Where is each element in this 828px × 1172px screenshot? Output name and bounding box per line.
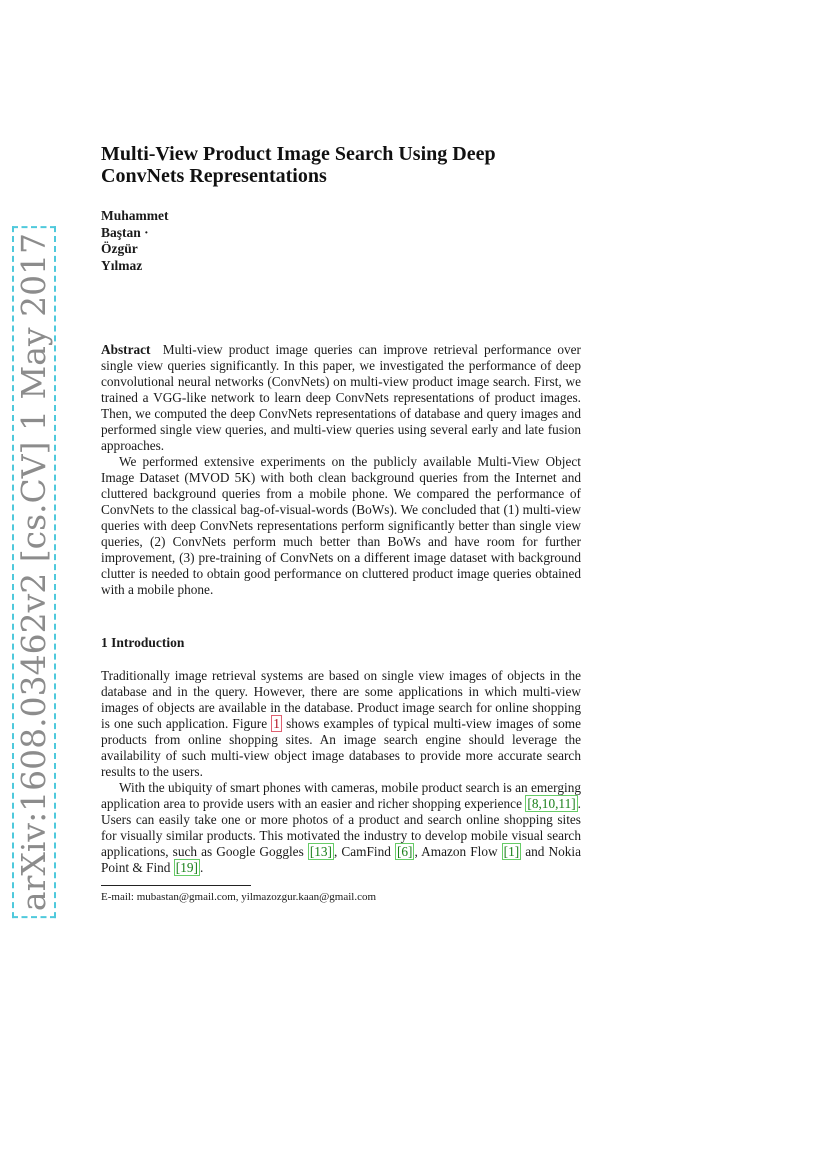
abstract-label: Abstract	[101, 342, 151, 357]
intro-paragraph-2	[101, 780, 581, 876]
author-surname: Baştan	[101, 224, 141, 240]
intro-p2-text-f: .	[199, 860, 204, 875]
citation-link[interactable]: [19]	[175, 860, 198, 875]
intro-p2-text-e: and Nokia Point & Find	[101, 844, 582, 875]
intro-p1-text-b: shows examples of typical multi-view images of some products from online shopping sites. An image search engine should leverage the availability of such multi-view object image databases to provide more accurate search results to the users.	[101, 716, 582, 779]
intro-p2-text-c: , CamFind	[333, 844, 391, 859]
citation-link[interactable]: [6]	[396, 844, 413, 859]
abstract	[101, 342, 581, 598]
author-separator: ·	[144, 224, 149, 240]
author-last-name-line	[101, 225, 169, 242]
intro-p2-text-b: . Users can easily take one or more photos of a product and search online shopping sites for visually similar products. This motivated the industry to develop mobile visual search applications, such as Google Goggles	[101, 796, 581, 859]
introduction-body	[101, 668, 581, 876]
author2-surname: Yılmaz	[101, 257, 143, 273]
arxiv-identifier[interactable]: arXiv:1608.03462v2 [cs.CV] 1 May 2017	[12, 226, 56, 918]
figure-link[interactable]: 1	[273, 716, 280, 731]
author-first-name: Muhammet	[101, 208, 169, 223]
author2-first-name: Özgür	[101, 241, 138, 256]
abstract-paragraph-1	[101, 342, 581, 454]
citation-link[interactable]: [8,10,11]	[527, 796, 576, 811]
intro-p2-text-d: , Amazon Flow	[414, 844, 498, 859]
intro-paragraph-1	[101, 668, 581, 780]
title-line-2: ConvNets Representations	[101, 165, 327, 187]
author-list	[101, 208, 169, 274]
citation-link[interactable]: [13]	[309, 844, 332, 859]
citation-link[interactable]: [1]	[503, 844, 520, 859]
abstract-paragraph-2: We performed extensive experiments on the publicly available Multi-View Object Image Dataset (MVOD 5K) with both clean background queries from the Internet and cluttered background queries from a mobile phone. We compared the performance of ConvNets to the classical bag-of-visual-words (BoWs). We concluded that (1) multi-view queries with deep ConvNets representations perform significantly better than single view queries, (2) ConvNets perform much better than BoWs and have room for further improvement, (3) pre-training of ConvNets on a different image dataset with background clutter is needed to obtain good performance on cluttered product image queries obtained with a mobile phone.	[101, 454, 581, 597]
intro-p2-text-a: With the ubiquity of smart phones with cameras, mobile product search is an emerging application area to provide users with an easier and richer shopping experience	[101, 780, 581, 811]
footnote-email: E-mail: mubastan@gmail.com, yilmazozgur.kaan@gmail.com	[101, 891, 377, 903]
section-heading: 1 Introduction	[101, 635, 185, 650]
paper-title	[101, 143, 571, 187]
footnote-rule	[101, 885, 251, 886]
intro-p1-text-a: Traditionally image retrieval systems are based on single view images of objects in the database and in the query. However, there are some applications in which multi-view images of objects are available in the database. Product image search for online shopping is one such application. Figure	[101, 668, 581, 731]
title-line-1: Multi-View Product Image Search Using Deep	[101, 143, 496, 165]
arxiv-margin	[12, 232, 56, 912]
abstract-text-1: Multi-view product image queries can improve retrieval performance over single view queries significantly. In this paper, we investigated the performance of deep convolutional neural networks (ConvNets) on multi-view product image search. First, we trained a VGG-like network to learn deep ConvNets representations of product images. Then, we computed the deep ConvNets representations of database and query images and performed single view queries, and multi-view queries using several early and late fusion approaches.	[101, 342, 581, 453]
